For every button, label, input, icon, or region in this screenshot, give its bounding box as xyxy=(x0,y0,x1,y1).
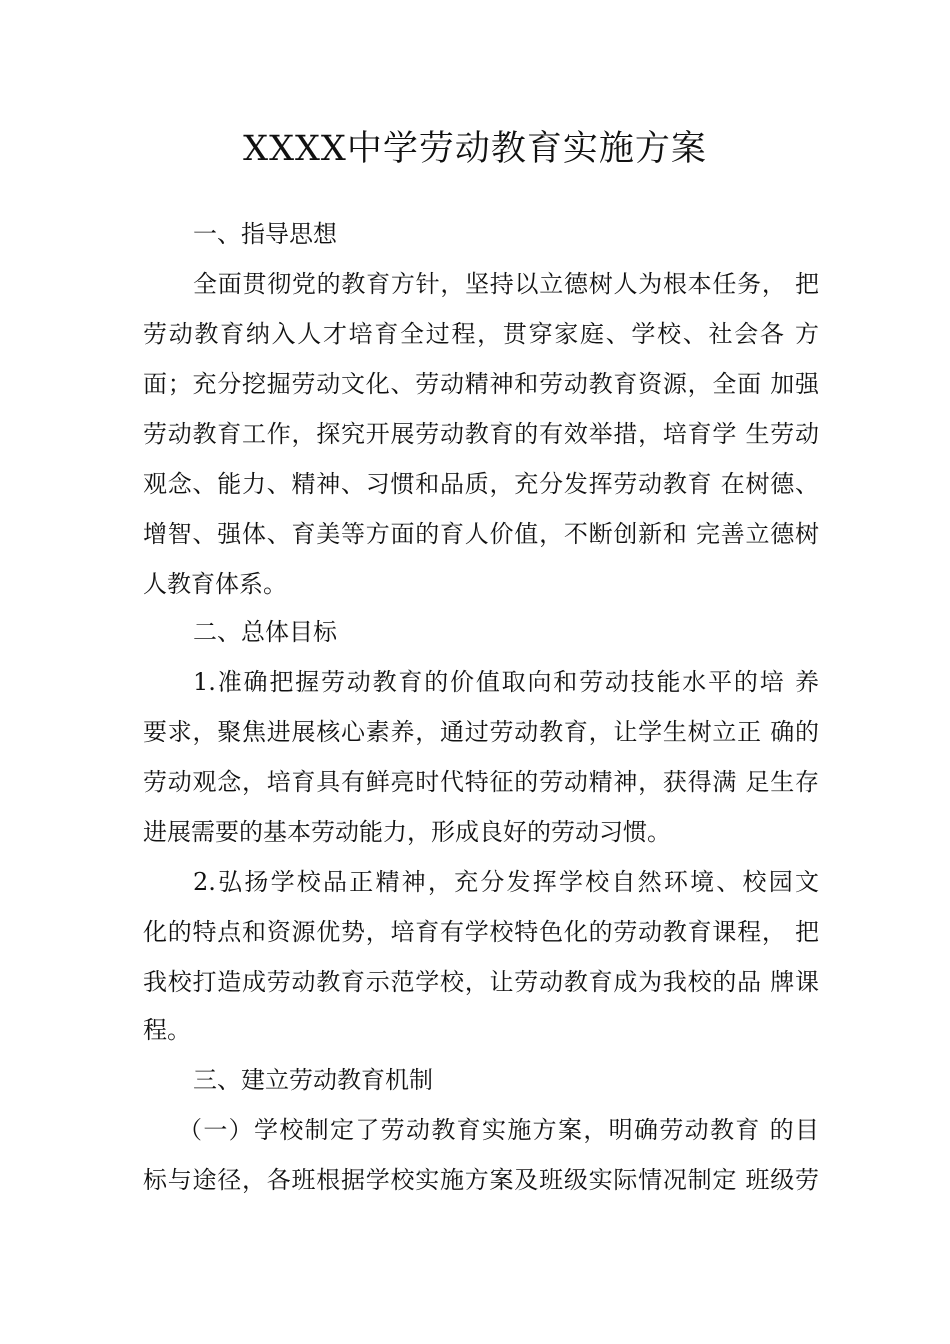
paragraph-line: 增智、强体、育美等方面的育人价值，不断创新和 完善立德树 xyxy=(143,520,819,548)
paragraph-line: 1.准确把握劳动教育的价值取向和劳动技能水平的培 养 xyxy=(193,668,819,696)
paragraph-line: 进展需要的基本劳动能力，形成良好的劳动习惯。 xyxy=(143,818,671,846)
section-heading-labor-education-mechanism: 三、建立劳动教育机制 xyxy=(193,1066,433,1094)
paragraph-line: （一）学校制定了劳动教育实施方案，明确劳动教育 的目 xyxy=(178,1116,819,1144)
section-heading-overall-goals: 二、总体目标 xyxy=(193,618,337,646)
paragraph-line: 程。 xyxy=(143,1016,191,1044)
paragraph-line: 劳动教育工作，探究开展劳动教育的有效举措，培育学 生劳动 xyxy=(143,420,819,448)
paragraph-line: 要求，聚焦进展核心素养，通过劳动教育，让学生树立正 确的 xyxy=(143,718,819,746)
document-title: XXXX中学劳动教育实施方案 xyxy=(243,129,707,169)
paragraph-line: 标与途径，各班根据学校实施方案及班级实际情况制定 班级劳 xyxy=(143,1166,819,1194)
paragraph-line: 2.弘扬学校品正精神，充分发挥学校自然环境、校园文 xyxy=(193,868,819,896)
paragraph-line: 面；充分挖掘劳动文化、劳动精神和劳动教育资源，全面 加强 xyxy=(143,370,819,398)
paragraph-line: 人教育体系。 xyxy=(143,570,287,598)
paragraph-line: 我校打造成劳动教育示范学校，让劳动教育成为我校的品 牌课 xyxy=(143,968,819,996)
paragraph-line: 劳动观念，培育具有鲜亮时代特征的劳动精神，获得满 足生存 xyxy=(143,768,819,796)
paragraph-line: 劳动教育纳入人才培育全过程，贯穿家庭、学校、社会各 方 xyxy=(143,320,819,348)
paragraph-line: 观念、能力、精神、习惯和品质，充分发挥劳动教育 在树德、 xyxy=(143,470,819,498)
paragraph-line: 化的特点和资源优势，培育有学校特色化的劳动教育课程， 把 xyxy=(143,918,819,946)
section-heading-guiding-ideology: 一、指导思想 xyxy=(193,220,337,248)
paragraph-line: 全面贯彻党的教育方针，坚持以立德树人为根本任务， 把 xyxy=(193,270,819,298)
